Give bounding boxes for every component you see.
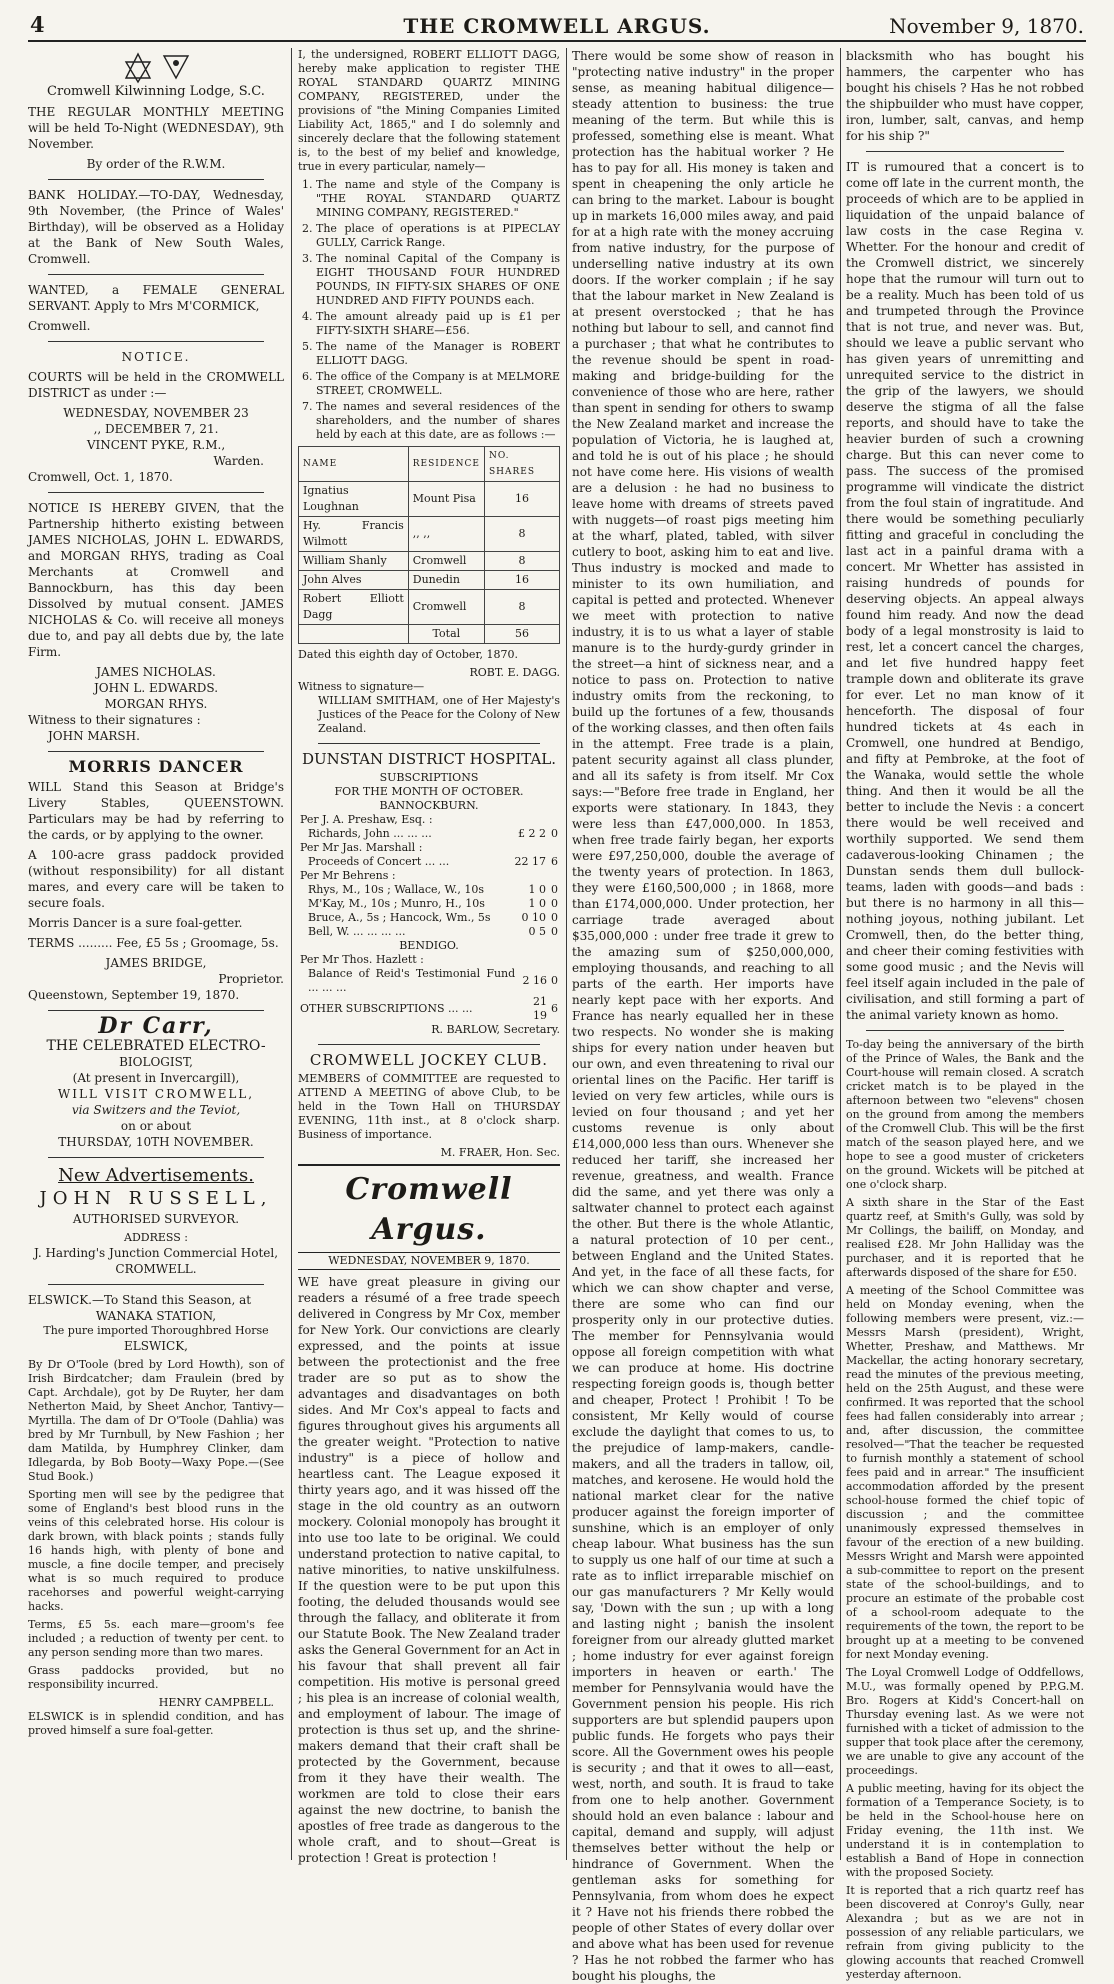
table-row [298, 883, 560, 897]
total-label: Total [408, 625, 484, 644]
column-2 [298, 48, 560, 1865]
cell [509, 869, 548, 883]
cell: 22 17 [514, 855, 547, 868]
divider [48, 1010, 264, 1011]
divider [48, 1284, 264, 1285]
table-header: NO. SHARES [484, 447, 559, 482]
partner-name: JOHN L. EDWARDS. [93, 681, 219, 695]
cell: William Shanly [299, 552, 409, 571]
hospital-month: FOR THE MONTH OF OCTOBER. [334, 785, 524, 798]
cell: Bell, W. ... ... ... ... [308, 925, 406, 938]
issue-date: November 9, 1870. [889, 14, 1084, 38]
cell: 0 [551, 911, 558, 924]
quartz-reef-news: It is reported that a rich quartz reef has been discovered at Conroy's Gully, near Alexandra ; but as we are not in possession of any reliable particulars, we refrain from giving publicity to the glowing accounts that reached Cromwell yesterday afternoon. [846, 1884, 1084, 1981]
cell: 21 19 [532, 995, 547, 1022]
court-date: ,, DECEMBER 7, 21. [93, 422, 219, 436]
witness-label: Witness to signature— [298, 680, 425, 693]
table-row [298, 897, 560, 911]
witness-name: JOHN MARSH. [48, 729, 140, 743]
jockey-signer: M. FRAER, Hon. Sec. [440, 1146, 560, 1159]
cell [548, 869, 560, 883]
divider [318, 1044, 540, 1045]
carr-heading: Dr Carr, [98, 1013, 214, 1039]
wanted-place: Cromwell. [28, 319, 91, 333]
cell: 0 [551, 827, 558, 840]
hospital-sub: SUBSCRIPTIONS [379, 771, 479, 784]
cell: £ 2 2 [518, 827, 547, 840]
morris-heading: MORRIS DANCER [68, 757, 244, 776]
table-header: RESIDENCE [408, 447, 484, 482]
total-value: 56 [484, 625, 559, 644]
hospital-place: BANNOCKBURN. [379, 799, 479, 812]
cell: Cromwell [408, 552, 484, 571]
table-row [299, 571, 560, 590]
russell-town: CROMWELL. [115, 1262, 197, 1276]
cell: OTHER SUBSCRIPTIONS ... ... [300, 1002, 473, 1015]
cell: Per J. A. Preshaw, Esq. : [300, 813, 433, 826]
morris-owner-title: Proprietor. [218, 972, 284, 986]
page-header [28, 6, 1086, 42]
company-dated: Dated this eighth day of October, 1870. [298, 648, 518, 661]
shareholders-table [298, 446, 560, 644]
cell: John Alves [299, 571, 409, 590]
elswick-intro: ELSWICK.—To Stand this Season, at [28, 1293, 252, 1307]
concert-article: IT is rumoured that a concert is to come off late in the current month, the proceeds of which are to be applied in liquidation of the unpaid balance of law costs in the case Regina v. Whetter. For the honour and credit of the Cromwell district, we sincerely hope that the rumour will turn out to be a reality. Much has been told of us and trumpeted through the Province that is not true, and never was. But, should we leave a public servant who has given years of unremitting and unrequited service to the district in the grip of the lawyers, we should deserve the stigma of all the false reports, and should have to take the heavier burden of such a crowning charge. But this can never come to pass. The success of the promised programme will vindicate the district from the foul stain of ingratitude. And there would be something peculiarly fitting and graceful in concluding the last act in a painful drama with a concert. Mr Whetter has assisted in raising hundreds of pounds for deserving objects. An appeal always found him ready. And now the dead body of a legal monstrosity is laid to rest, let a concert cancel the charges, and let five hundred happy feet trample down and obliterate its grave for ever. Let no man know of it henceforth. The disposal of four hundred tickets at 4s each in Cromwell, one hundred at Bendigo, and fifty at Pembroke, at the foot of the Wanaka, would settle the whole thing. And then it would be all the better to include the Nevis : a concert there would be well received and worthily supported. We send them cadaverous-looking Chinamen ; the Dunstan sends them dull bullock-teams, laden with goods—and bads : but there is no harmony in all this—nothing joyous, nothing jubilant. Let Cromwell, then, do the better thing, and cheer their coming festivities with some good music ; and the Nevis will feel itself again included in the pale of civilisation, and still forming a part of the animal variety known as homo. [846, 160, 1084, 1022]
column-3 [572, 48, 834, 1983]
divider [48, 1157, 264, 1158]
notice-heading: NOTICE. [121, 350, 191, 364]
cell: Per Mr Behrens : [300, 869, 396, 882]
jockey-text: MEMBERS of COMMITTEE are requested to ATTEND A MEETING of above Club, to be held in the Town Hall on THURSDAY EVENING, 11th inst., at 8 o'clock sharp. Business of importance. [298, 1072, 560, 1141]
morris-terms: TERMS ......... Fee, £5 5s ; Groomage, 5s. [28, 936, 279, 950]
table-row [299, 552, 560, 571]
table-header: NAME [299, 447, 409, 482]
company-item: 7. The names and several residences of the shareholders, and the number of shares held by each at this date, are as follows :— [316, 400, 560, 442]
birthday-news: To-day being the anniversary of the birth of the Prince of Wales, the Bank and the Court-house will remain closed. A scratch cricket match is to be played in the afternoon between two "elevens" chosen on the ground from among the members of the Cromwell Club. This will be the first match of the season played here, and we hope to see a good muster of cricketers on the ground. Wickets will be pitched at one o'clock sharp. [846, 1038, 1084, 1191]
cell: Bruce, A., 5s ; Hancock, Wm., 5s [308, 911, 491, 924]
cell: M'Kay, M., 10s ; Munro, H., 10s [308, 897, 485, 910]
table-row [298, 869, 560, 883]
cell: 0 [551, 897, 558, 910]
table-row [298, 841, 560, 855]
editorial-end: blacksmith who has bought his hammers, the carpenter who has bought his chisels ? Has he not robbed the shipbuilder who must have copper, iron, lumber, salt, canvas, and hemp for his ship ?" [846, 49, 1084, 143]
divider [298, 1164, 560, 1166]
carr-line: THE CELEBRATED ELECTRO- [46, 1038, 266, 1054]
school-committee-news: A meeting of the School Committee was held on Monday evening, when the following members were present, viz.:—Messrs Marsh (president), Wright, Whetter, Preshaw, and Matthews. Mr Mackellar, the acting honorary secretary, read the minutes of the previous meeting, held on the 25th August, and these were confirmed. It was reported that the school fees had fallen considerably into arrear ; and, after discussion, the committee resolved—"That the teacher be requested to furnish monthly a statement of school fees paid and in arrear." The insufficient accommodation afforded by the present school-house formed the chief topic of discussion ; and the committee unanimously expressed themselves in favour of the erection of a new building. Messrs Wright and Marsh were appointed a sub-committee to report on the present state of the school-buildings, and to procure an estimate of the probable cost of a school-room adequate to the requirements of the town, the report to be brought up at a meeting to be convened for next Monday evening. [846, 1284, 1084, 1661]
table-row [298, 813, 560, 827]
cell: Cromwell [408, 590, 484, 625]
morris-dated: Queenstown, September 19, 1870. [28, 988, 240, 1002]
russell-address: J. Harding's Junction Commercial Hotel, [33, 1246, 279, 1260]
cell: 6 [551, 855, 558, 868]
cell: 6 [551, 1002, 558, 1015]
cell: 0 [551, 925, 558, 938]
hospital-signer: R. BARLOW, Secretary. [431, 1023, 560, 1036]
carr-line: BIOLOGIST, [119, 1055, 193, 1069]
masthead-date: WEDNESDAY, NOVEMBER 9, 1870. [298, 1252, 560, 1270]
divider [48, 179, 264, 180]
table-row [298, 925, 560, 939]
cell: 2 16 [522, 974, 547, 987]
newspaper-title: THE CROMWELL ARGUS. [403, 14, 711, 38]
table-row [299, 590, 560, 625]
cell: 8 [484, 590, 559, 625]
cell: Dunedin [408, 571, 484, 590]
company-item: 5. The name of the Manager is ROBERT ELLIOTT DAGG. [316, 340, 560, 368]
elswick-station: WANAKA STATION, [95, 1309, 217, 1323]
cell: Ignatius Loughnan [299, 482, 409, 517]
partnership-notice: NOTICE IS HEREBY GIVEN, that the Partnership hitherto existing between JAMES NICHOLAS, JOHN L. EDWARDS, and MORGAN RHYS, trading as Coal Merchants at Cromwell and Bannockburn, has this day been Dissolved by mutual consent. JAMES NICHOLAS & Co. will receive all moneys due to, and pay all debts due by, the late Firm. [28, 501, 284, 659]
cell: 8 [484, 517, 559, 552]
company-item: 1. The name and style of the Company is "THE ROYAL STANDARD QUARTZ MINING COMPANY, REGISTERED." [316, 178, 560, 220]
cell: 0 [551, 883, 558, 896]
cell: Per Mr Jas. Marshall : [300, 841, 423, 854]
lodge-meeting: THE REGULAR MONTHLY MEETING will be held To-Night (WEDNESDAY), 9th November. [28, 105, 284, 151]
table-row [298, 827, 560, 841]
share-sale-news: A sixth share in the Star of the East quartz reef, at Smith's Gully, was sold by Mr Collings, the bailiff, on Monday, and realised £28. Mr John Halliday was the purchaser, and it is reported that he afterwards disposed of the share for £50. [846, 1196, 1084, 1279]
partner-name: MORGAN RHYS. [104, 697, 208, 711]
elswick-pedigree: By Dr O'Toole (bred by Lord Howth), son of Irish Birdcatcher; dam Fraulein (bred by Capt. Archdale), got by De Ruyter, her dam Netherton Maid, by Sheet Anchor, Tantivy—Myrtilla. The dam of Dr O'Toole (Dahlia) was bred by Mr Turnbull, by New Fashion ; her dam Matilda, by Humphrey Clinker, dam Idlegarda, by Bob Booty—Waxy Pope.—(See Stud Book.) [28, 1358, 284, 1483]
elswick-footer: ELSWICK is in splendid condition, and has proved himself a sure foal-getter. [28, 1710, 284, 1737]
company-items [316, 178, 560, 442]
column-rule [840, 48, 841, 1860]
divider [48, 274, 264, 275]
hospital-place: BENDIGO. [399, 939, 459, 952]
masonic-emblem-icon [96, 48, 216, 84]
carr-line: WILL VISIT CROMWELL, [57, 1087, 255, 1101]
cell: Per Mr Thos. Hazlett : [300, 953, 424, 966]
cell: Hy. Francis Wilmott [299, 517, 409, 552]
court-date: WEDNESDAY, NOVEMBER 23 [63, 406, 249, 420]
cell: 1 0 [528, 897, 547, 910]
column-rule [291, 48, 292, 1860]
carr-line: on or about [120, 1119, 192, 1133]
cell: 16 [484, 571, 559, 590]
morris-owner: JAMES BRIDGE, [105, 956, 207, 970]
editorial-text: WE have great pleasure in giving our readers a résumé of a free trade speech delivered in Congress by Mr Cox, member for New York. Our convictions are clearly expressed, and the points at issue between the protectionist and the free trader are so put as to show the advantages and disadvantages on both sides. And Mr Cox's appeal to facts and figures throughout gives his arguments all the greater weight. "Protection to native industry" is a piece of hollow and heartless cant. The League exposed it thirty years ago, and it was hissed off the stage in the old country as an outworn mockery. Colonial monopoly has brought it into use too late to be original. We could understand protection to native capital, to native minorities, to native unskilfulness. If the question were to be put upon this footing, the deluded thousands would see through the fallacy, and obliterate it from our Statute Book. The New Zealand trader asks the General Government for an Act in his favour that shall prevent all fair competition. His motive is personal greed ; his plea is an increase of colonial wealth, and employment of labour. The image of protection is thus set up, and the shrine-makers demand that their craft shall be protected by the Government, because from it they have their wealth. The workmen are told to close their ears against the new doctrine, to banish the apostles of free trade as dangerous to the whole craft, and to shout—Great is protection ! Great is protection ! [298, 1275, 560, 1865]
table-row [298, 911, 560, 925]
column-4 [846, 48, 1084, 1981]
cell [548, 813, 560, 827]
column-rule [566, 48, 567, 1860]
table-row [299, 625, 560, 644]
witness-name: WILLIAM SMITHAM, one of Her Majesty's Justices of the Peace for the Colony of New Zealand. [318, 694, 560, 735]
cell [549, 953, 560, 967]
page-number: 4 [30, 12, 45, 37]
new-advertisements-heading: New Advertisements. [58, 1165, 254, 1186]
courts-intro: COURTS will be held in the CROMWELL DISTRICT as under :— [28, 370, 284, 400]
russell-name: JOHN RUSSELL, [39, 1188, 273, 1209]
lodge-name: Cromwell Kilwinning Lodge, S.C. [47, 84, 265, 99]
cell: 0 10 [521, 911, 547, 924]
divider [48, 492, 264, 493]
subscriptions-table [298, 813, 560, 939]
editorial-continued: There would be some show of reason in "protecting native industry" in the proper sense, as meaning habitual diligence—steady attention to business: the true meaning of the term. But while this is professed, something else is meant. What protection has the habitual worker ? He has to pay for all. His money is taken and spent in cheapening the only article he can bring to the market. Labour is bought up in markets 16,000 miles away, and paid for at a high rate with the money accruing from native industry, for the purpose of underselling native industry at its own doors. If the worker complain ; if he say that the labour market in New Zealand is at present overstocked ; that he has nothing but labour to sell, and cannot find a purchaser ; that what he contributes to the revenue should be spent in road-making and bridge-building for the convenience of those who are here, rather than spent in sending for others to swamp the New Zealand market and increase the population of Victoria, he is laughed at, and told he is out of his place ; he should not have come here. His visions of wealth are a delusion : he had no business to leave home with dreams of streets paved with nuggets—of roast pigs meeting him at the wharf, plated, tabled, with silver cutlery to boot, asking him to eat and live. Thus industry is mocked and made to minister to its own humiliation, and capital is petted and protected. Whenever we meet with protection to native industry, it is to us what a layer of stable manure is to the hurdy-gurdy grinder in the street—a hint of sickness near, and a notice to pass on. Protection to native industry omits from the reckoning, to build up the fortunes of a few, thousands of the working classes, and then often fails in the attempt. Free trade is a plain, patent security against all class plunder, and all its safety is from itself. Mr Cox says:—"Before free trade in England, her exports were stationary. In 1843, they were less than £47,000,000. In 1853, when free trade fairly began, her exports were £97,250,000, double the average of the twenty years of protection. In 1863, they were £160,500,000 ; in 1868, more than £174,000,000. Under protection, her carriage trade averaged about $35,000,000 : under free trade it grew to the amazing sum of $250,000,000, employing thousands, and reaching to all parts of the earth. Her imports have nearly kept pace with her exports. And France has nearly equalled her in these two respects. No wonder she is making ships for every nation under heaven but our own, and even threatening to rival our oriental lines on the Pacific. Her tariff is levied on very few articles, while ours is levied on four thousand ; and yet her customs revenue is only about £14,000,000 less than ours. Whenever she reduced her tariff, she increased her revenue, greatness, and wealth. France did the same, and yet there was only a saltwater channel to protect each against the other. But there is the whole Atlantic, a natural protection of 10 per cent., between England and the United States. And yet, in the face of all these facts, for which we can show chapter and verse, there are some who can find our prosperity only in our protective duties. The member for Pennsylvania would oppose all foreign competition with what we can produce at home. His doctrine respecting foreign goods is, though better and cheaper, Protect ! Prohibit ! To be consistent, Mr Kelly would of course exclude the daylight that comes to us, to the prejudice of lamp-makers, candle-makers, and all the traders in tallow, oil, matches, and kerosene. He would hold the national market clear for the native producer against the foreign importer of sunshine, which is an employer of only cheap labour. What business has the sun to supply us one half of our time at such a rate as to inflict irreparable mischief on our gas manufacturers ? Mr Kelly would say, 'Down with the sun ; up with a long and lasting night ; banish the insolent foreigner from our already glutted market ; home industry for ever against foreign importers in heaven or earth.' The member for Pennsylvania would have the Government pension his people. His rich supporters are but splendid paupers upon public funds. He forgets who pays their score. All the Government owes his people is security ; and that it owes to all—east, west, north, and south. It is fraud to take from one to help another. Government should hold an even balance : labour and capital, demand and supply, will adjust themselves better without the help or hindrance of Government. When the gentleman asks for something for Pennsylvania, from whom does he expect it ? Have not his friends there robbed the people of other States of every dollar over and above what has been used for revenue ? Has he not robbed the farmer who has bought his ploughs, the [572, 49, 834, 1983]
company-item: 2. The place of operations is at PIPECLAY GULLY, Carrick Range. [316, 222, 560, 250]
cell: Richards, John ... ... ... [308, 827, 432, 840]
cell: 0 [551, 974, 558, 987]
cell: 8 [484, 552, 559, 571]
divider [866, 151, 1064, 152]
cell [509, 813, 548, 827]
elswick-sub: The pure imported Thoroughbred Horse [43, 1324, 269, 1337]
divider [318, 743, 540, 744]
russell-address-label: ADDRESS : [124, 1231, 188, 1244]
table-row [298, 855, 560, 869]
wanted-ad: WANTED, a FEMALE GENERAL SERVANT. Apply to Mrs M'CORMICK, [28, 283, 284, 313]
company-item: 4. The amount already paid up is £1 per FIFTY-SIXTH SHARE—£56. [316, 310, 560, 338]
partner-name: JAMES NICHOLAS. [96, 665, 216, 679]
cell: 16 [484, 482, 559, 517]
jockey-heading: CROMWELL JOCKEY CLUB. [309, 1051, 549, 1069]
oddfellows-news: The Loyal Cromwell Lodge of Oddfellows, M.U., was formally opened by P.P.G.M. Bro. Rogers at Kidd's Concert-hall on Thursday evening last. As we were not furnished with a ticket of admission to the supper that took place after the ceremony, we are unable to give any account of the proceedings. [846, 1666, 1084, 1777]
cell: ,, ,, [408, 517, 484, 552]
cell: Balance of Reid's Testimonial Fund ... ... ... [308, 967, 516, 994]
morris-note: Morris Dancer is a sure foal-getter. [28, 916, 243, 930]
witness-label: Witness to their signatures : [28, 713, 201, 727]
hospital-heading: DUNSTAN DISTRICT HOSPITAL. [301, 750, 557, 768]
cell: 0 5 [528, 925, 547, 938]
table-row [298, 967, 560, 995]
masthead-title: Cromwell Argus. [345, 1172, 513, 1247]
court-signer-title: Warden. [213, 454, 264, 468]
lodge-signoff: By order of the R.W.M. [86, 157, 226, 171]
bank-holiday-notice: BANK HOLIDAY.—TO-DAY, Wednesday, 9th November, (the Prince of Wales' Birthday), will be observed as a Holiday at the Bank of New South Wales, Cromwell. [28, 188, 284, 266]
cell: Rhys, M., 10s ; Wallace, W., 10s [308, 883, 484, 896]
cell: Proceeds of Concert ... ... [308, 855, 450, 868]
table-row [298, 995, 560, 1023]
elswick-paddocks: Grass paddocks provided, but no responsibility incurred. [28, 1664, 284, 1691]
temperance-news: A public meeting, having for its object the formation of a Temperance Society, is to be held in the School-house here on Friday evening, the 11th inst. We understand it is in contemplation to establish a Band of Hope in connection with the proposed Society. [846, 1782, 1084, 1879]
column-1 [28, 48, 284, 1860]
company-intro: I, the undersigned, ROBERT ELLIOTT DAGG, hereby make application to register THE ROYAL STANDARD QUARTZ MINING COMPANY, REGISTERED, under the provisions of "the Mining Companies Limited Liability Act, 1865," and I do solemnly and sincerely declare that the following statement is, to the best of my belief and knowledge, true in every particular, namely— [298, 48, 560, 173]
table-row [299, 517, 560, 552]
elswick-name: ELSWICK, [124, 1339, 188, 1353]
court-signer: VINCENT PYKE, R.M., [86, 438, 226, 452]
carr-line: (At present in Invercargill), [72, 1071, 240, 1085]
elswick-description: Sporting men will see by the pedigree that some of England's best blood runs in the veins of this celebrated horse. His colour is dark brown, with black points ; stands fully 16 hands high, with plenty of bone and muscle, a fine docile temper, and precisely what is so much required to produce racehorses and powerful weight-carrying hacks. [28, 1488, 284, 1613]
russell-title: AUTHORISED SURVEYOR. [72, 1212, 240, 1226]
cell: 1 0 [528, 883, 547, 896]
cell [517, 953, 549, 967]
cell: Robert Elliott Dagg [299, 590, 409, 625]
company-item: 6. The office of the Company is at MELMORE STREET, CROMWELL. [316, 370, 560, 398]
elswick-terms: Terms, £5 5s. each mare—groom's fee included ; a reduction of twenty per cent. to any person sending more than two mares. [28, 1618, 284, 1659]
company-signer: ROBT. E. DAGG. [469, 666, 560, 679]
cell [548, 841, 560, 855]
divider [48, 341, 264, 342]
cell: Mount Pisa [408, 482, 484, 517]
morris-paddock: A 100-acre grass paddock provided (without responsibility) for all distant mares, and every care will be taken to secure foals. [28, 848, 284, 910]
divider [866, 1030, 1064, 1031]
carr-line: via Switzers and the Teviot, [71, 1103, 241, 1117]
table-row [299, 482, 560, 517]
carr-line: THURSDAY, 10TH NOVEMBER. [58, 1135, 254, 1149]
morris-body: WILL Stand this Season at Bridge's Livery Stables, QUEENSTOWN. Particulars may be had by referring to the cards, or by applying to the owner. [28, 780, 284, 842]
courts-dated: Cromwell, Oct. 1, 1870. [28, 470, 173, 484]
divider [48, 751, 264, 752]
table-row [298, 953, 560, 967]
elswick-owner: HENRY CAMPBELL. [158, 1696, 274, 1709]
company-item: 3. The nominal Capital of the Company is EIGHT THOUSAND FOUR HUNDRED POUNDS, IN FIFTY-SIX SHARES OF ONE HUNDRED AND FIFTY POUNDS each. [316, 252, 560, 308]
cell [509, 841, 548, 855]
subscriptions-table [298, 953, 560, 1023]
